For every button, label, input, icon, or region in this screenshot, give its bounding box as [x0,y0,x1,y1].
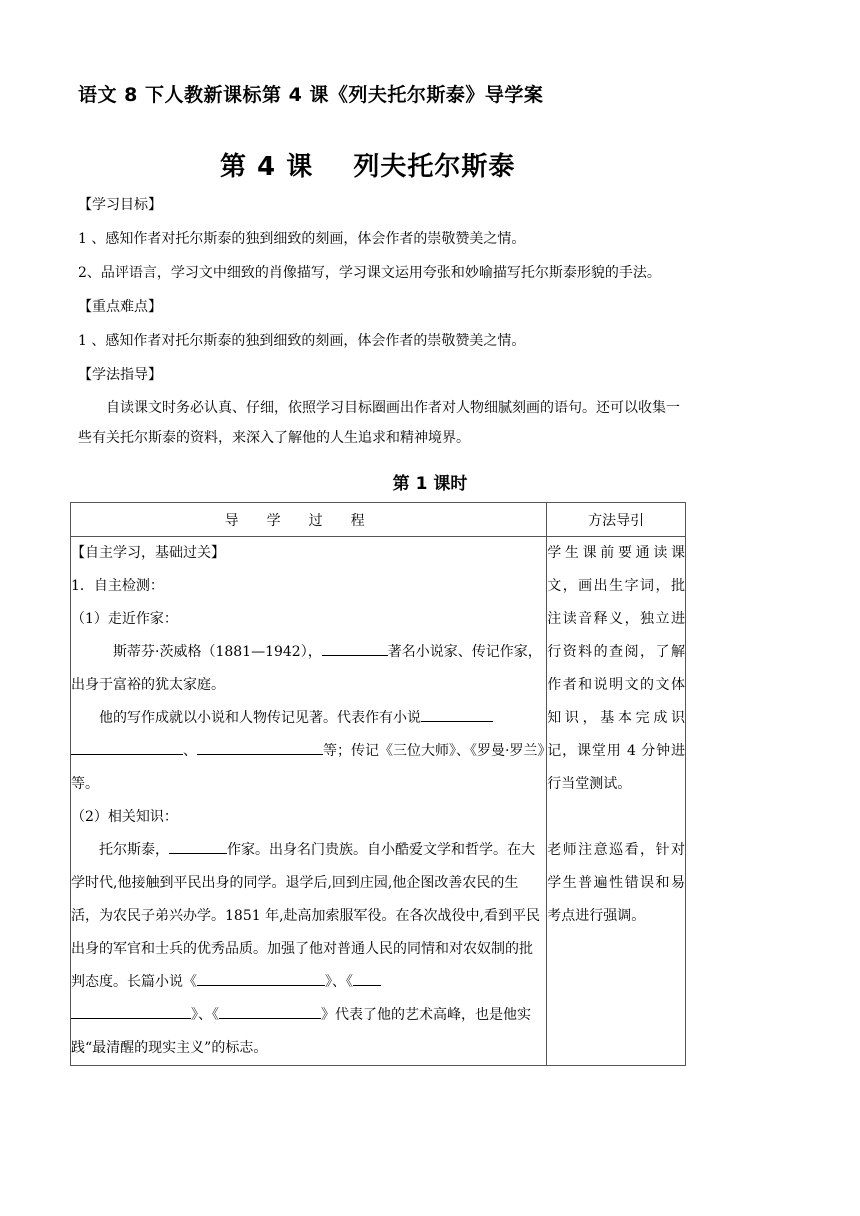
method-heading: 【学法指导】 [78,367,162,383]
study-process-table [70,502,686,1066]
blank-novel-b1[interactable] [353,969,381,986]
question-1: 1．自主检测： [71,578,164,594]
section-heading: 【自主学习，基础过关】 [71,545,225,561]
table-header-row [71,503,686,537]
guide-note-1: 学生课前要通读课文，画出生字词，批注读音释义，独立进行资料的查阅，了解作者和说明文的文体知识，基本完成识记，课堂用 4 分钟进行当堂测试。 [547,545,685,792]
key-point-item-1: 1 、感知作者对托尔斯泰的独到细致的刻画，体会作者的崇敬赞美之情。 [78,333,526,349]
table-body-row [71,537,686,1066]
blank-novel-1a[interactable] [421,705,493,722]
header-method-guide: 方法导引 [547,503,686,537]
lesson-title: 第 4 课 列夫托尔斯泰 [220,152,516,182]
tolstoy-paragraph: 托尔斯泰， 作家。出身名门贵族。自小酷爱文学和哲学。在大学时代,他接触到平民出身的同学。退学后,回到庄园,他企图改善农民的生活，为农民子弟兴办学。1851 年,赴高加索服军役。在各次战役中,看到平民出身的军官和士兵的优秀品质。加强了他对普通人民的同情和对农奴制的批判态度。长篇小说《 》、《 》、《 》代表了他的艺术高峰，也是他实践“最清醒的现实主义”的标志。 [71,834,546,1065]
blank-novel-a[interactable] [197,969,325,986]
works-paragraph: 他的写作成就以小说和人物传记见著。代表作有小说 、 等；传记《三位大师》、《罗曼·罗兰》等。 [71,702,546,801]
blank-novel-2[interactable] [197,738,323,755]
key-points-heading: 【重点难点】 [78,299,162,315]
blank-novel-c[interactable] [219,1002,321,1019]
question-1b: （2）相关知识： [71,809,178,825]
document-title: 语文 8 下人教新课标第 4 课《列夫托尔斯泰》导学案 [78,84,544,106]
goals-heading: 【学习目标】 [78,197,162,213]
author-paragraph: 斯蒂芬·茨威格（1881—1942）， 著名小说家、传记作家，出身于富裕的犹太家庭。 [71,636,546,702]
method-guide-cell [547,537,686,1066]
blank-tolstoy-nationality[interactable] [169,837,227,854]
header-process: 导学过程 [71,503,547,537]
class-period-title: 第 1 课时 [392,474,468,494]
blank-nationality[interactable] [322,639,388,656]
goal-item-1: 1 、感知作者对托尔斯泰的独到细致的刻画，体会作者的崇敬赞美之情。 [78,231,526,247]
question-1a: （1）走近作家： [71,611,178,627]
guide-note-2: 老师注意巡看，针对学生普遍性错误和易考点进行强调。 [547,842,685,924]
blank-novel-1b[interactable] [71,738,183,755]
method-text: 自读课文时务必认真、仔细，依照学习目标圈画出作者对人物细腻刻画的语句。还可以收集一些有关托尔斯泰的资料，来深入了解他的人生追求和精神境界。 [78,400,680,446]
process-cell [71,537,547,1066]
goal-item-2: 2、品评语言，学习文中细致的肖像描写，学习课文运用夸张和妙喻描写托尔斯泰形貌的手法。 [78,265,661,281]
blank-novel-b2[interactable] [71,1002,191,1019]
